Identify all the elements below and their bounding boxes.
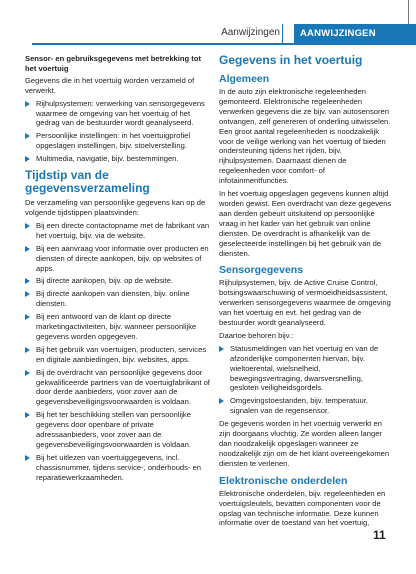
- heading-vehicle-data: Gegevens in het voertuig: [219, 53, 363, 67]
- list-item-text: Omgevingstoestanden, bijv. temperatuur, signalen van de regensensor.: [230, 396, 368, 416]
- bullet-triangle-icon: [219, 346, 224, 352]
- list-item: [25, 154, 210, 164]
- timing-list: [25, 221, 210, 483]
- list-item: [25, 276, 210, 286]
- list-item: [219, 344, 393, 394]
- list-item-text: Multimedia, navigatie, bijv. bestemmingen.: [36, 154, 179, 164]
- list-item: [25, 289, 210, 309]
- sensor-usage-list: [25, 99, 210, 164]
- right-column: [219, 54, 393, 531]
- list-item-text: Bij directe aankopen, bijv. op de website.: [36, 276, 174, 286]
- bullet-triangle-icon: [25, 314, 30, 320]
- components-paragraph-1: Elektronische onderdelen, bijv. regeleenheden en voertuigsleutels, bevatten componenten voor de opslag van technische informatie. Deze kunnen informatie over de toestand van het voertuig,: [219, 488, 386, 528]
- heading-electronic-components: Elektronische onderdelen: [219, 474, 348, 487]
- bullet-triangle-icon: [25, 347, 30, 353]
- intro-text: Gegevens die in het voertuig worden verzameld of verwerkt.: [25, 75, 195, 95]
- sensor-examples-list: [219, 344, 393, 416]
- page-number: 11: [373, 528, 386, 542]
- list-item-text: Bij de overdracht van persoonlijke gegevens door gekwalificeerde partners van de voertuigfabrikant of door derde aanbieders, voor zover aan de gegevensbeveiligingsvoorwaarden is voldaan.: [36, 367, 210, 407]
- bullet-triangle-icon: [25, 223, 30, 229]
- list-item-text: Bij het ter beschikking stellen van persoonlijke gegevens door openbare of private adressaanbieders, voor zover aan de gegevensbeveiligingsvoorwaarden is voldaan.: [36, 410, 191, 449]
- bullet-triangle-icon: [25, 101, 30, 107]
- list-item-text: Bij het gebruik van voertuigen, producten, services en digitale aanbiedingen, bijv. websites, apps.: [36, 344, 207, 364]
- list-item-text: Bij een directe contactopname met de fabrikant van het voertuig, bijv. via de website.: [36, 220, 210, 240]
- list-item: [25, 221, 210, 241]
- general-paragraph-2: In het voertuig opgeslagen gegevens kunnen altijd worden gewist. Een overdracht van deze gegevens aan derden gebeurt uitsluitend op persoonlijke vraag in het kader van het gebruik van online diensten. De overdracht is afhankelijk van de geselecteerde instellingen bij het gebruik van de diensten.: [219, 189, 392, 258]
- list-item: [25, 368, 210, 408]
- heading-timing: Tijdstip van de gegevensverzameling: [25, 168, 150, 196]
- bullet-triangle-icon: [25, 455, 30, 461]
- sensor-paragraph-1: Rijhulpsystemen, bijv. de Active Cruise Control, botsingswaarschuwing of vermoeidheidsassistent, verwerken sensorgegevens waarmee de omgeving van het voertuig en evt. het gedrag van de bestuurder wordt geanalyseerd.: [219, 278, 391, 328]
- section-tab-label: AANWIJZINGEN: [300, 28, 376, 39]
- heading-general: Algemeen: [219, 73, 270, 85]
- list-item-text: Statusmeldingen van het voertuig en van de afzonderlijke componenten hiervan, bijv. wieltoerental, wielsnelheid, bewegingsvertraging, dwarsversnelling, gesloten veiligheidsgordels.: [230, 343, 379, 393]
- sensor-paragraph-3: De gegevens worden in het voertuig verwerkt en zijn doorgaans vluchtig. Ze worden alleen langer dan noodzakelijk opgeslagen wanneer ze noodzakelijk zijn om de het klant overeengekomen diensten te verlenen.: [219, 419, 390, 468]
- general-paragraph-1: In de auto zijn elektronische regeleenheden gemonteerd. Elektronische regeleenheden verwerken gegevens die ze bijv. van autosensoren ontvangen, zelf genereren of onderling uitwisselen. Een groot aantal regeleenheden is noodzakelijk voor de veilige werking van het voertuig of bieden ondersteuning tijdens het rijden, bijv. rijhulpsystemen. Daarnaast dienen de regeleenheden voor comfort- of infotainmentfuncties.: [219, 87, 391, 186]
- bullet-triangle-icon: [25, 156, 30, 162]
- list-item: [25, 131, 210, 151]
- page-header: [0, 24, 416, 46]
- list-item-text: Bij het uitlezen van voertuiggegevens, incl. chassisnummer, tijdens service-, onderhouds- en reparatiewerkzaamheden.: [36, 452, 202, 482]
- bullet-triangle-icon: [25, 370, 30, 376]
- list-item: [25, 99, 210, 129]
- list-item: [25, 244, 210, 274]
- bullet-triangle-icon: [25, 246, 30, 252]
- left-column: [25, 54, 210, 486]
- crop-mark: [408, 0, 409, 24]
- list-item: [25, 312, 210, 342]
- list-item-text: Bij directe aankopen van diensten, bijv. online diensten.: [36, 289, 190, 309]
- list-item-text: Persoonlijke instellingen: in het voertuigprofiel opgeslagen instellingen, bijv. stoelverstelling.: [36, 131, 191, 151]
- heading-sensor-data: Sensorgegevens: [219, 264, 304, 277]
- section-label: Aanwijzingen: [221, 27, 280, 38]
- bullet-triangle-icon: [25, 291, 30, 297]
- bullet-triangle-icon: [25, 133, 30, 139]
- bullet-triangle-icon: [219, 398, 224, 404]
- list-item: [25, 345, 210, 365]
- section-tab: [294, 24, 416, 44]
- list-item: [25, 410, 210, 450]
- list-item-text: Bij een antwoord van de klant op directe marketingactiviteiten, bijv. wanneer persoonlijke gegevens worden opgegeven.: [36, 312, 197, 341]
- timing-intro: De verzameling van persoonlijke gegevens kan op de volgende tijdstippen plaatsvinden:: [25, 198, 206, 217]
- list-item-text: Bij een aanvraag voor informatie over producten en diensten of directe aankopen, bijv. op websites of apps.: [36, 243, 209, 273]
- bullet-triangle-icon: [25, 278, 30, 284]
- header-separator: [282, 24, 283, 44]
- sensor-paragraph-2: Daartoe behoren bijv.:: [219, 330, 294, 340]
- list-item: [219, 396, 393, 416]
- bullet-triangle-icon: [25, 412, 30, 418]
- intro-heading: Sensor- en gebruiksgegevens met betrekking tot het voertuig: [25, 54, 201, 73]
- list-item-text: Rijhulpsystemen: verwerking van sensorgegevens waarmee de omgeving van het voertuig of het gedrag van de bestuurder wordt geanalyseerd.: [36, 98, 205, 128]
- list-item: [25, 453, 210, 483]
